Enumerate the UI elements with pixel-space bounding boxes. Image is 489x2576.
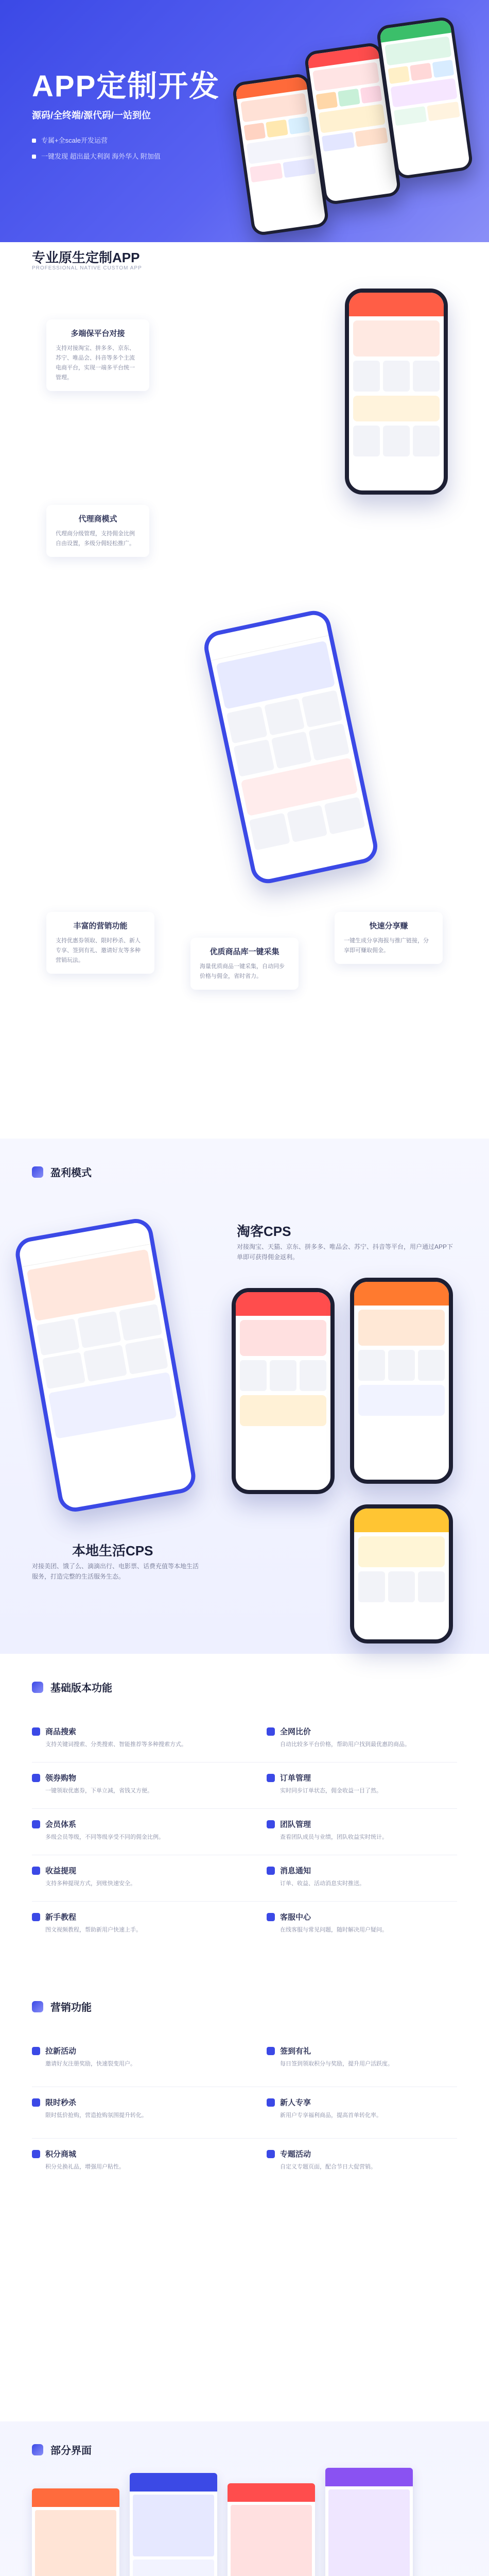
profit-phone-small-2	[350, 1278, 453, 1484]
section-title: 营销功能	[50, 2002, 92, 2013]
func-desc: 在线客服与常见问题，随时解决用户疑问。	[280, 1927, 388, 1933]
func-item	[32, 1911, 222, 1935]
func-desc: 限时低价抢购，营造抢购氛围提升转化。	[45, 2112, 147, 2119]
profit-phone-small-3	[350, 1504, 453, 1643]
func-title: 拉新活动	[32, 2045, 222, 2056]
func-item	[32, 1865, 222, 1888]
divider	[32, 2138, 457, 2139]
section-marker-icon	[32, 1682, 43, 1693]
section-marker-icon	[32, 2001, 43, 2012]
feature-title: 丰富的营销功能	[73, 922, 128, 930]
func-desc: 邀请好友注册奖励，快速裂变用户。	[45, 2061, 136, 2067]
feature-title: 快速分享赚	[369, 922, 408, 930]
func-title: 签到有礼	[267, 2045, 457, 2056]
screenshot-2	[130, 2473, 217, 2576]
func-desc: 支持多种提现方式，到账快速安全。	[45, 1880, 136, 1887]
section-marker-icon	[32, 1166, 43, 1178]
screenshot-1	[32, 2488, 119, 2576]
section-title: 盈利模式	[50, 1167, 92, 1179]
func-item	[267, 1726, 457, 1749]
func-desc: 积分兑换礼品，增强用户粘性。	[45, 2164, 125, 2170]
hero-bullets	[32, 135, 161, 167]
hero-bullet: 一键发现 超出最大利润 海外华人 附加值	[32, 151, 161, 161]
func-desc: 新用户专享福利商品，提高首单转化率。	[280, 2112, 382, 2119]
divider	[32, 1808, 457, 1809]
func-desc: 订单、收益、活动消息实时推送。	[280, 1880, 365, 1887]
hero-subtitle: 源码/全终端/源代码/一站到位	[32, 110, 151, 121]
func-title: 收益提现	[32, 1865, 222, 1876]
func-item	[267, 1911, 457, 1935]
local-cps-desc: 对接美团、饿了么、滴滴出行、电影票、话费充值等本地生活服务，打造完整的生活服务生态。	[32, 1563, 199, 1580]
feature-card-share	[335, 912, 443, 964]
func-desc: 多级会员等级，不同等级享受不同的佣金比例。	[45, 1834, 164, 1840]
gallery-section-header	[32, 2442, 92, 2457]
feature-desc: 一键生成分享海报与推广链接，分享即可赚取佣金。	[344, 938, 429, 954]
func-desc: 一键领取优惠券，下单立减，省钱又方便。	[45, 1788, 153, 1794]
feature-card-agent	[46, 505, 149, 557]
profit-phone-small-1	[232, 1288, 335, 1494]
basic-section-header	[32, 1680, 112, 1694]
feature-title: 优质商品库一键采集	[209, 947, 280, 956]
func-item	[267, 2097, 457, 2120]
func-desc: 实时同步订单状态，佣金收益一目了然。	[280, 1788, 382, 1794]
feature-title: 多端保平台对接	[71, 329, 125, 338]
func-item	[267, 1772, 457, 1795]
func-title: 限时秒杀	[32, 2097, 222, 2108]
intro-title: 专业原生定制APP	[32, 250, 140, 265]
intro-phone-right	[345, 289, 448, 495]
feature-card-platforms	[46, 319, 149, 391]
section-marker-icon	[32, 2444, 43, 2455]
intro-phone-main	[201, 607, 380, 886]
func-item	[267, 2148, 457, 2172]
func-item	[32, 2097, 222, 2120]
divider	[32, 1901, 457, 1902]
func-title: 客服中心	[267, 1911, 457, 1922]
section-title: 部分界面	[50, 2445, 92, 2456]
hero-bullet: 专属+全scale开发运营	[32, 135, 161, 145]
func-desc: 自动比较多平台价格，帮助用户找到最优惠的商品。	[280, 1741, 410, 1748]
func-item	[32, 1772, 222, 1795]
func-desc: 支持关键词搜索、分类搜索、智能推荐等多种搜索方式。	[45, 1741, 187, 1748]
func-desc: 每日签到领取积分与奖励，提升用户活跃度。	[280, 2061, 393, 2067]
func-item	[267, 1819, 457, 1842]
func-desc: 图文视频教程，帮助新用户快速上手。	[45, 1927, 142, 1933]
feature-desc: 代理商分级管理，支持佣金比例自由设置，多级分佣轻松推广。	[56, 531, 135, 547]
feature-title: 代理商模式	[78, 515, 117, 523]
hero-banner	[0, 0, 489, 242]
func-title: 领券购物	[32, 1772, 222, 1783]
feature-desc: 支持对接淘宝、拼多多、京东、苏宁、唯品会、抖音等多个主流电商平台，实现一端多平台统一管理。	[56, 345, 135, 381]
screenshot-3	[228, 2483, 315, 2576]
func-title: 专题活动	[267, 2148, 457, 2159]
func-item	[267, 2045, 457, 2069]
cps-desc: 对接淘宝、天猫、京东、拼多多、唯品会、苏宁、抖音等平台，用户通过APP下单即可获得佣金返利。	[237, 1243, 453, 1261]
func-title: 商品搜索	[32, 1726, 222, 1737]
screenshot-4	[325, 2468, 413, 2576]
local-cps-title: 本地生活CPS	[72, 1543, 153, 1558]
hero-title: APP定制开发	[32, 70, 220, 103]
feature-card-collect	[190, 938, 299, 990]
func-item	[267, 1865, 457, 1888]
func-desc: 自定义专题页面，配合节日大促营销。	[280, 2164, 376, 2170]
func-title: 新手教程	[32, 1911, 222, 1922]
feature-card-marketing	[46, 912, 154, 974]
func-title: 积分商城	[32, 2148, 222, 2159]
func-title: 团队管理	[267, 1819, 457, 1829]
intro-en: PROFESSIONAL NATIVE CUSTOM APP	[32, 265, 142, 271]
section-title: 基础版本功能	[50, 1683, 112, 1694]
func-title: 会员体系	[32, 1819, 222, 1829]
profit-section-header	[32, 1164, 92, 1179]
feature-desc: 支持优惠券领取、限时秒杀、新人专享、签到有礼、邀请好友等多种营销玩法。	[56, 938, 141, 963]
feature-desc: 海量优质商品一键采集，自动同步价格与佣金，省时省力。	[200, 963, 285, 979]
func-title: 全网比价	[267, 1726, 457, 1737]
func-title: 消息通知	[267, 1865, 457, 1876]
marketing-section-header	[32, 1999, 92, 2014]
func-title: 订单管理	[267, 1772, 457, 1783]
func-item	[32, 1726, 222, 1749]
func-title: 新人专享	[267, 2097, 457, 2108]
func-desc: 查看团队成员与业绩，团队收益实时统计。	[280, 1834, 388, 1840]
func-item	[32, 2045, 222, 2069]
func-item	[32, 1819, 222, 1842]
cps-title: 淘客CPS	[237, 1224, 291, 1239]
func-item	[32, 2148, 222, 2172]
